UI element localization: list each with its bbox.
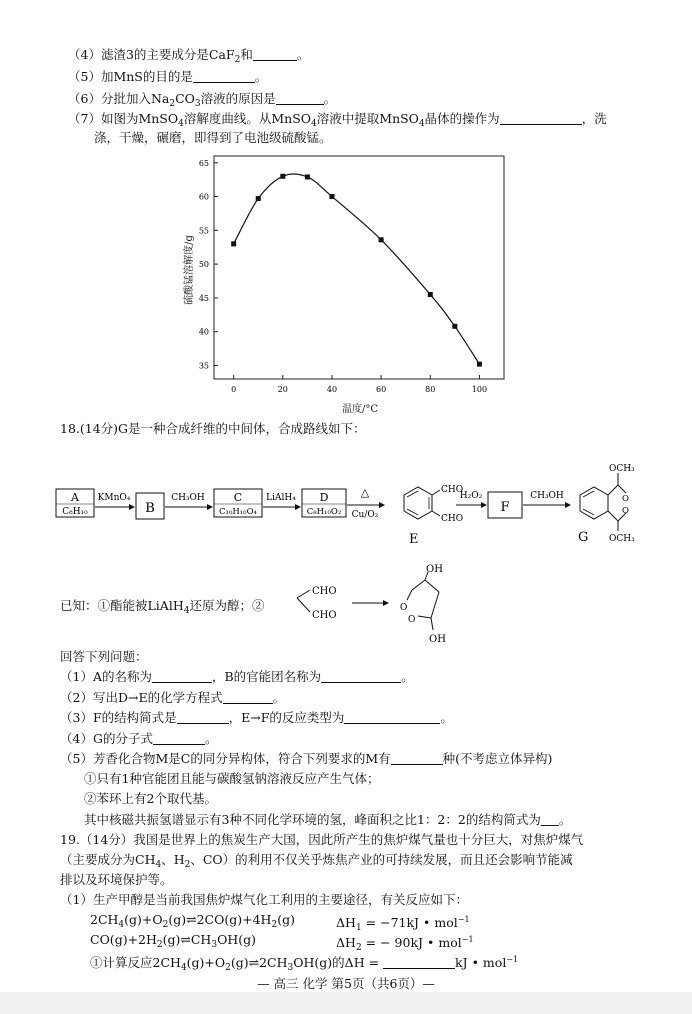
y-axis-label: 硫酸锰溶解度/g	[184, 235, 195, 305]
x-tick-label: 40	[326, 385, 338, 394]
q19-header: 19.（14分）我国是世界上的焦炭生产大国，因此所产生的焦炉煤气量也十分巨大，对焦炉煤气	[60, 832, 584, 847]
y-tick-label: 45	[198, 293, 209, 303]
answer-blank[interactable]	[153, 732, 205, 745]
known-reaction-scheme	[0, 560, 692, 660]
svg-text:CHO: CHO	[441, 514, 464, 524]
q19-dh2: $\Delta H_2$ = − 90kJ • mol$^{-1}$	[336, 935, 474, 953]
q18-q5-nmr: 其中核磁共振氢谱显示有3种不同化学环境的氢，峰面积之比1：2：2的结构简式为 。	[84, 812, 572, 827]
data-point	[452, 324, 457, 329]
data-point	[305, 174, 310, 179]
q17-line-5: （5）加MnS的目的是 。	[68, 69, 268, 84]
q19-part1: （1）生产甲醇是当前我国焦炉煤气化工利用的主要途径，有关反应如下：	[60, 892, 468, 907]
svg-text:CH₃OH: CH₃OH	[530, 491, 564, 501]
q19-eq1: $2CH_4(g)+O_2(g)\rightleftharpoons 2CO(g)+4H_2(g)$	[90, 912, 295, 930]
compound-c-box	[214, 489, 262, 517]
compound-d-box	[302, 489, 346, 517]
x-tick-label: 100	[471, 385, 488, 394]
q18-header: 18.(14分)G是一种合成纤维的中间体，合成路线如下：	[60, 421, 366, 436]
answer-blank[interactable]	[541, 813, 559, 826]
svg-text:A: A	[71, 491, 79, 504]
page-footer: — 高三 化学 第5页（共6页）—	[257, 976, 435, 991]
x-tick-label: 60	[376, 385, 387, 394]
data-point	[379, 237, 384, 242]
data-point	[256, 196, 261, 201]
q18-answer-intro: 回答下列问题：	[60, 649, 148, 664]
data-point	[329, 194, 334, 199]
y-tick-label: 35	[198, 361, 209, 371]
q18-q1: （1）A的名称为 ，B的官能团名称为 。	[60, 669, 414, 684]
q18-q5-cond2: ②苯环上有2个取代基。	[84, 791, 217, 806]
q19-line-3: 排以及环境保护等。	[60, 872, 173, 887]
q19-calc: ①计算反应$2CH_4(g)+O_2(g)\rightleftharpoons 2CH_3OH(g)$的ΔH = kJ • mol$^{-1}$	[90, 955, 519, 973]
svg-text:B: B	[145, 501, 155, 516]
svg-text:KMnO₄: KMnO₄	[97, 493, 131, 503]
data-point	[428, 292, 433, 297]
svg-text:O: O	[622, 494, 629, 504]
q18-q4: （4）G的分子式 。	[60, 731, 218, 746]
x-tick-label: 0	[231, 385, 237, 394]
svg-text:OH: OH	[429, 634, 446, 645]
svg-text:O: O	[622, 506, 629, 516]
svg-text:△: △	[360, 486, 370, 499]
svg-text:C: C	[233, 491, 243, 504]
y-tick-label: 50	[198, 260, 209, 270]
compound-b-box	[136, 493, 164, 519]
svg-text:E: E	[409, 532, 419, 547]
y-tick-label: 55	[198, 226, 209, 236]
svg-text:C₈H₁₀: C₈H₁₀	[62, 507, 88, 517]
footer-bar	[0, 992, 692, 1014]
q19-eq2: $CO(g)+2H_2(g)\rightleftharpoons CH_3OH(g)$	[90, 932, 256, 950]
svg-text:O: O	[408, 615, 416, 625]
q18-q5-cond1: ①只有1种官能团且能与碳酸氢钠溶液反应产生气体；	[84, 771, 380, 786]
svg-text:F: F	[500, 500, 510, 515]
q19-dh1: $\Delta H_1 = -71kJ$ • mol$^{-1}$	[336, 915, 470, 933]
answer-blank[interactable]	[321, 670, 401, 683]
svg-text:OCH₃: OCH₃	[609, 464, 635, 474]
q18-q3: （3）F的结构简式是 ，E→F的反应类型为 。	[60, 710, 453, 725]
svg-text:OCH₃: OCH₃	[609, 534, 635, 544]
svg-text:LiAlH₄: LiAlH₄	[266, 493, 296, 503]
answer-blank[interactable]	[177, 711, 229, 724]
svg-text:Cu/O₂: Cu/O₂	[351, 510, 379, 520]
svg-text:C₈H₁₀O₂: C₈H₁₀O₂	[306, 507, 342, 517]
answer-blank[interactable]	[223, 691, 273, 704]
answer-blank[interactable]	[391, 752, 443, 765]
compound-a-box	[56, 489, 94, 517]
data-point	[477, 362, 482, 367]
svg-text:G: G	[578, 530, 589, 545]
svg-text:C₁₀H₁₀O₄: C₁₀H₁₀O₄	[219, 507, 257, 517]
x-tick-label: 20	[277, 385, 288, 394]
q17-line-6: （6）分批加入$Na_2CO_3$溶液的原因是 。	[68, 91, 337, 109]
y-tick-label: 60	[198, 192, 209, 202]
q18-q5: （5）芳香化合物M是C的同分异构体，符合下列要求的M有 种(不考虑立体异构)	[60, 751, 553, 766]
y-tick-label: 40	[198, 327, 209, 337]
svg-text:D: D	[319, 491, 329, 504]
svg-text:O: O	[400, 603, 408, 613]
answer-blank[interactable]	[152, 670, 212, 683]
svg-text:CHO: CHO	[312, 586, 337, 597]
compound-f-box	[488, 492, 522, 518]
q17-line-4: （4）滤渣3的主要成分是CaF$_2$和 。	[68, 47, 310, 65]
solubility-chart	[0, 0, 692, 420]
svg-text:CHO: CHO	[441, 485, 464, 495]
data-point	[231, 241, 236, 246]
compound-e-structure	[404, 485, 463, 547]
answer-blank[interactable]	[344, 711, 440, 724]
y-tick-label: 65	[198, 158, 209, 168]
svg-text:CH₃OH: CH₃OH	[171, 493, 205, 503]
q19-line-2: （主要成分为$CH_4$、$H_2$、CO）的利用不仅关乎炼焦产业的可持续发展，而且还会影响节能减	[60, 852, 573, 870]
svg-text:H₂O₂: H₂O₂	[459, 491, 483, 501]
q17-line-7-cont: 涤，干燥，碾磨，即得到了电池级硫酸锰。	[94, 130, 332, 145]
svg-text:CHO: CHO	[312, 610, 337, 621]
answer-blank[interactable]	[383, 956, 455, 969]
x-axis-label: 温度/°C	[341, 404, 379, 415]
x-tick-label: 80	[425, 385, 436, 394]
svg-text:OH: OH	[426, 564, 443, 575]
q18-known: 已知：①酯能被LiAlH$_4$还原为醇；②	[60, 598, 265, 616]
compound-g-structure	[578, 464, 635, 545]
q18-q2: （2）写出D→E的化学方程式 。	[60, 690, 286, 705]
data-point	[280, 174, 285, 179]
solubility-curve	[234, 174, 480, 364]
q17-line-7: （7）如图为MnSO$_4$溶解度曲线。从MnSO$_4$溶液中提取MnSO$_4$晶体的操作为 ，洗	[68, 111, 607, 129]
plot-frame	[214, 156, 504, 379]
